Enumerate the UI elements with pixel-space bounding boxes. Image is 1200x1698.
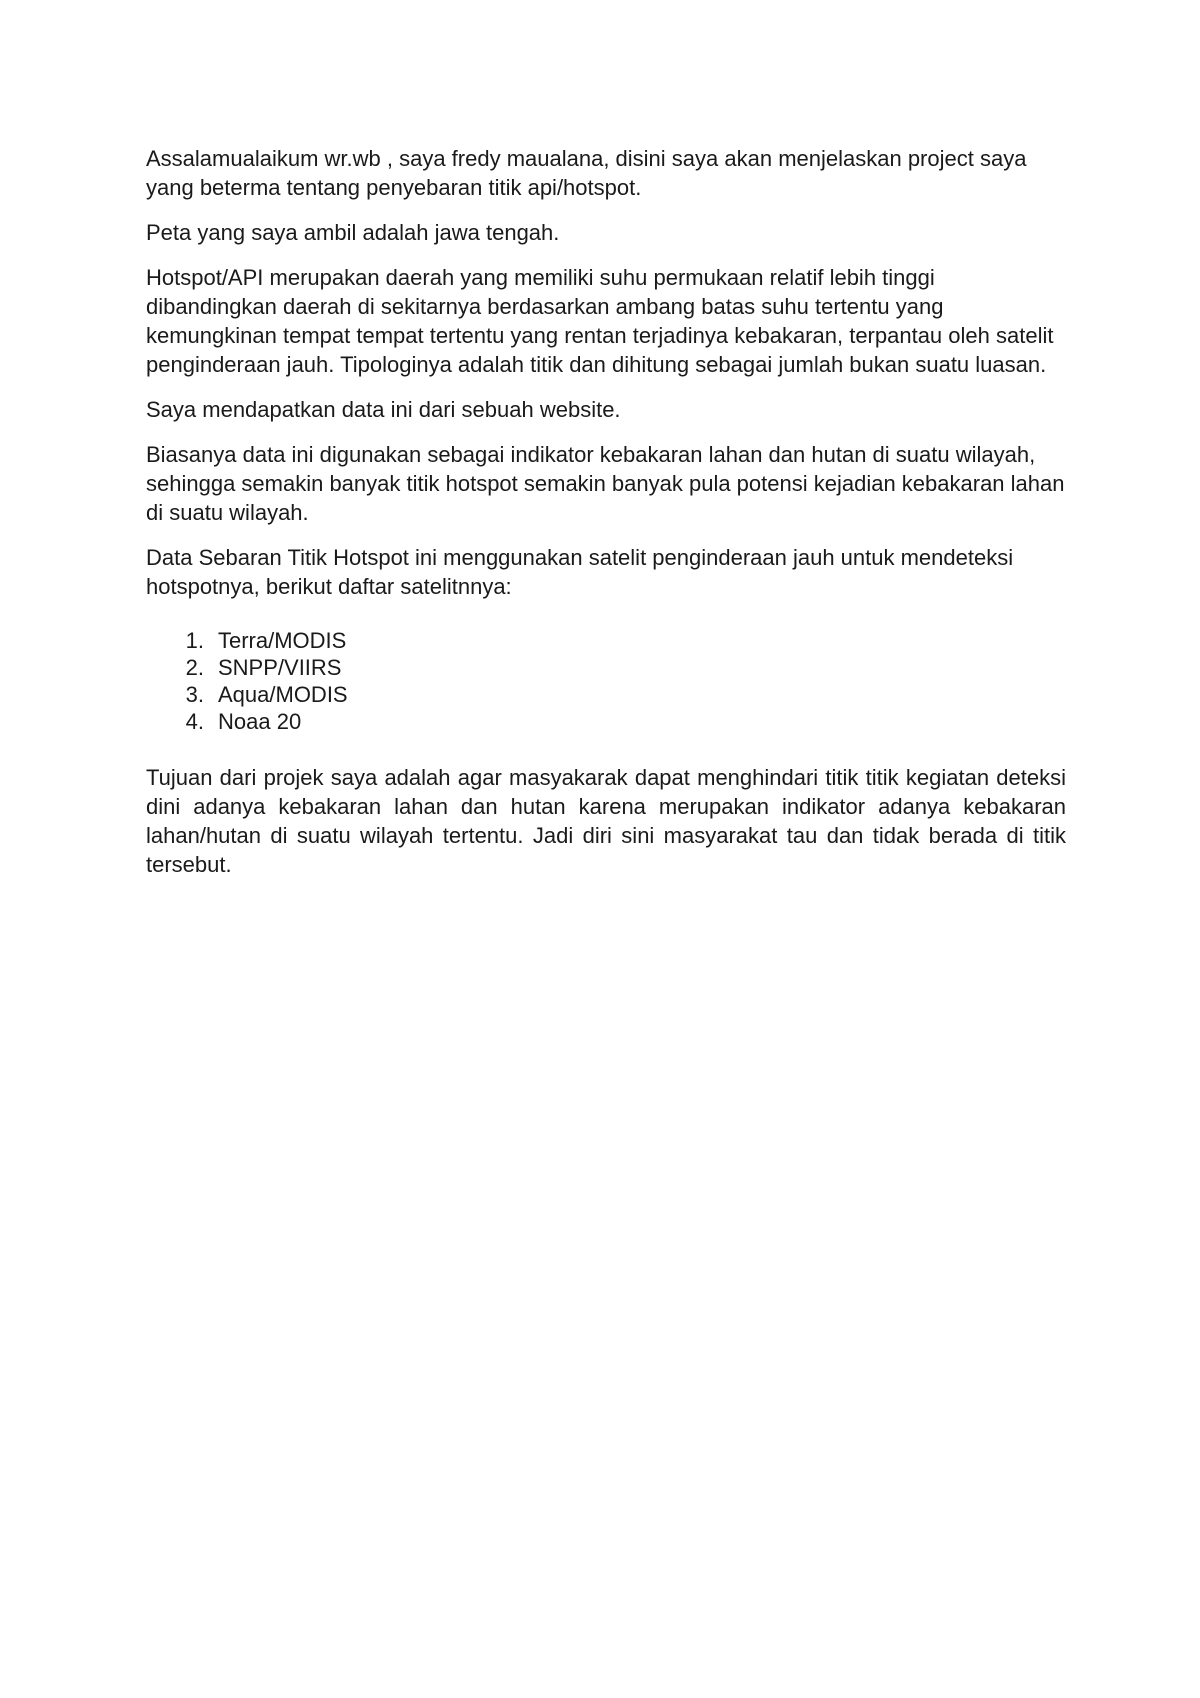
list-item-number: 4. xyxy=(185,709,204,734)
paragraph-closing: Tujuan dari projek saya adalah agar masyakarak dapat menghindari titik titik kegiatan deteksi dini adanya kebakaran lahan dan hutan karena merupakan indikator adanya kebakaran lahan/hutan di suatu wilayah tertentu. Jadi diri sini masyarakat tau dan tidak berada di titik tersebut. xyxy=(146,765,1066,877)
satellite-list xyxy=(146,627,1066,735)
paragraph-data-source: Saya mendapatkan data ini dari sebuah website. xyxy=(146,397,621,422)
list-item xyxy=(146,627,1066,654)
list-item-number: 2. xyxy=(185,655,204,680)
list-item-number: 3. xyxy=(185,682,204,707)
paragraph-indicator: Biasanya data ini digunakan sebagai indikator kebakaran lahan dan hutan di suatu wilayah, sehingga semakin banyak titik hotspot semakin banyak pula potensi kejadian kebakaran lahan di suatu wilayah. xyxy=(146,442,1065,525)
list-item xyxy=(146,681,1066,708)
list-item-text: SNPP/VIIRS xyxy=(218,655,342,680)
paragraph-map-region: Peta yang saya ambil adalah jawa tengah. xyxy=(146,220,560,245)
document-page xyxy=(146,144,1066,895)
list-item-text: Terra/MODIS xyxy=(218,628,347,653)
paragraph-hotspot-definition: Hotspot/API merupakan daerah yang memiliki suhu permukaan relatif lebih tinggi dibandingkan daerah di sekitarnya berdasarkan ambang batas suhu tertentu yang kemungkinan tempat tempat tertentu yang rentan terjadinya kebakaran, terpantau oleh satelit penginderaan jauh. Tipologinya adalah titik dan dihitung sebagai jumlah bukan suatu luasan. xyxy=(146,265,1054,377)
list-item-text: Aqua/MODIS xyxy=(218,682,348,707)
list-item-text: Noaa 20 xyxy=(218,709,302,734)
list-item xyxy=(146,654,1066,681)
paragraph-intro: Assalamualaikum wr.wb , saya fredy maualana, disini saya akan menjelaskan project saya yang beterma tentang penyebaran titik api/hotspot. xyxy=(146,146,1027,200)
paragraph-satellite-intro: Data Sebaran Titik Hotspot ini menggunakan satelit penginderaan jauh untuk mendeteksi hotspotnya, berikut daftar satelitnnya: xyxy=(146,545,1014,599)
list-item xyxy=(146,708,1066,735)
list-item-number: 1. xyxy=(185,628,204,653)
